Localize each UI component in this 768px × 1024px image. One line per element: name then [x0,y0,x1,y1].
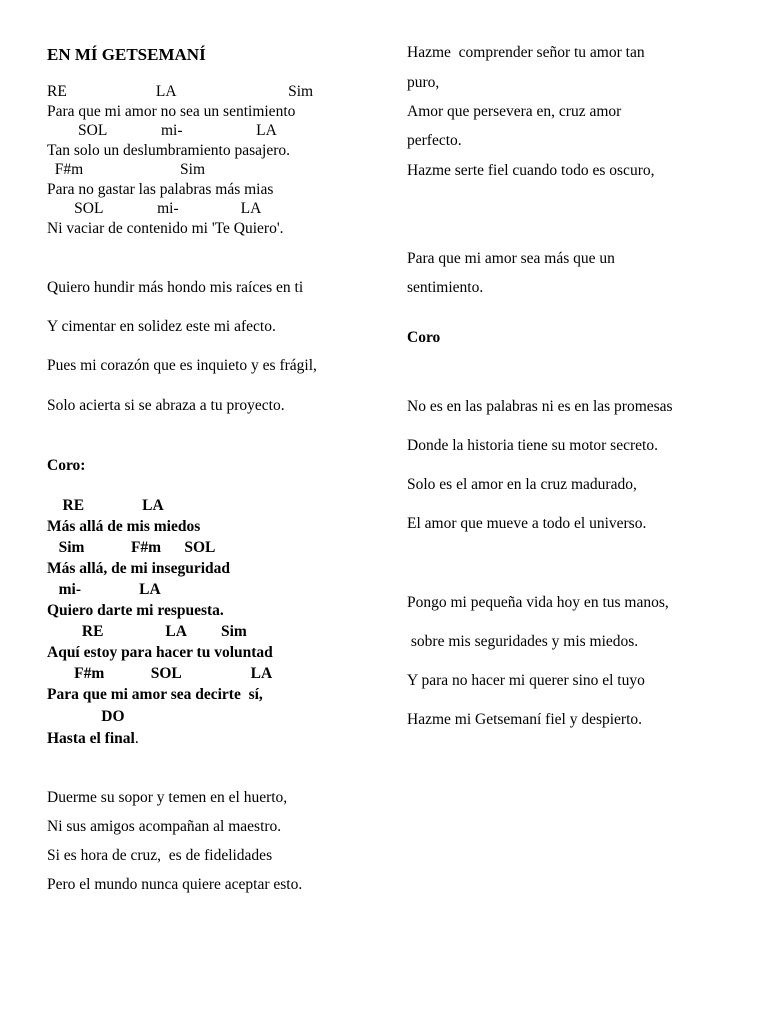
lyric-line: Ni sus amigos acompañan al maestro. [47,818,282,835]
lyric-line: Para que mi amor sea decirte sí, [47,686,263,703]
lyric-line: perfecto. [407,132,462,149]
lyric-line: sentimiento. [407,279,484,296]
lyric-line: Quiero hundir más hondo mis raíces en ti [47,279,304,296]
final-period: . [134,730,139,747]
lyric-line: Tan solo un deslumbramiento pasajero. [47,142,290,159]
lyric-line: Más allá, de mi inseguridad [47,560,231,577]
final-lyric-text: Hasta el final [47,730,135,747]
chord-line: F#m SOL LA [47,665,273,682]
chord-line: mi- LA [47,581,161,598]
lyric-line-final [47,730,139,748]
lyric-line: No es en las palabras ni es en las promesas [407,398,673,415]
lyric-line: Más allá de mis miedos [47,518,201,535]
chord-line: DO [47,708,125,725]
lyric-line: Hazme mi Getsemaní fiel y despierto. [407,711,643,728]
lyric-line: puro, [407,74,440,91]
lyric-line: Duerme su sopor y temen en el huerto, [47,789,288,806]
chord-line: Sim F#m SOL [47,539,216,556]
lyric-line: Para no gastar las palabras más mias [47,181,274,198]
lyric-line: Donde la historia tiene su motor secreto. [407,437,658,454]
lyric-line: Y cimentar en solidez este mi afecto. [47,318,276,335]
chord-line: SOL mi- LA [47,122,277,139]
lyric-line: Para que mi amor sea más que un [407,250,615,267]
chord-line: RE LA Sim [47,83,314,100]
lyric-line: Aquí estoy para hacer tu voluntad [47,644,273,661]
lyric-line: Pero el mundo nunca quiere aceptar esto. [47,876,303,893]
coro-heading: Coro: [47,457,86,474]
lyric-line: sobre mis seguridades y mis miedos. [407,633,639,650]
lyric-line: Hazme comprender señor tu amor tan [407,44,645,61]
lyric-line: El amor que mueve a todo el universo. [407,515,647,532]
song-title: EN MÍ GETSEMANÍ [47,45,206,64]
lyric-line: Ni vaciar de contenido mi 'Te Quiero'. [47,220,284,237]
coro-heading: Coro [407,329,441,346]
lyric-line: Solo acierta si se abraza a tu proyecto. [47,397,285,414]
lyric-line: Quiero darte mi respuesta. [47,602,224,619]
lyric-line: Solo es el amor en la cruz madurado, [407,476,637,493]
lyric-line: Pues mi corazón que es inquieto y es frágil, [47,357,317,374]
lyric-line: Pongo mi pequeña vida hoy en tus manos, [407,594,669,611]
lyric-line: Hazme serte fiel cuando todo es oscuro, [407,162,655,179]
chord-line: F#m Sim [47,161,206,178]
lyric-line: Amor que persevera en, cruz amor [407,103,622,120]
chord-line: RE LA Sim [47,623,247,640]
lyric-line: Y para no hacer mi querer sino el tuyo [407,672,645,689]
lyric-line: Si es hora de cruz, es de fidelidades [47,847,273,864]
chord-line: SOL mi- LA [47,200,262,217]
chord-line: RE LA [47,497,164,514]
lyric-line: Para que mi amor no sea un sentimiento [47,103,296,120]
